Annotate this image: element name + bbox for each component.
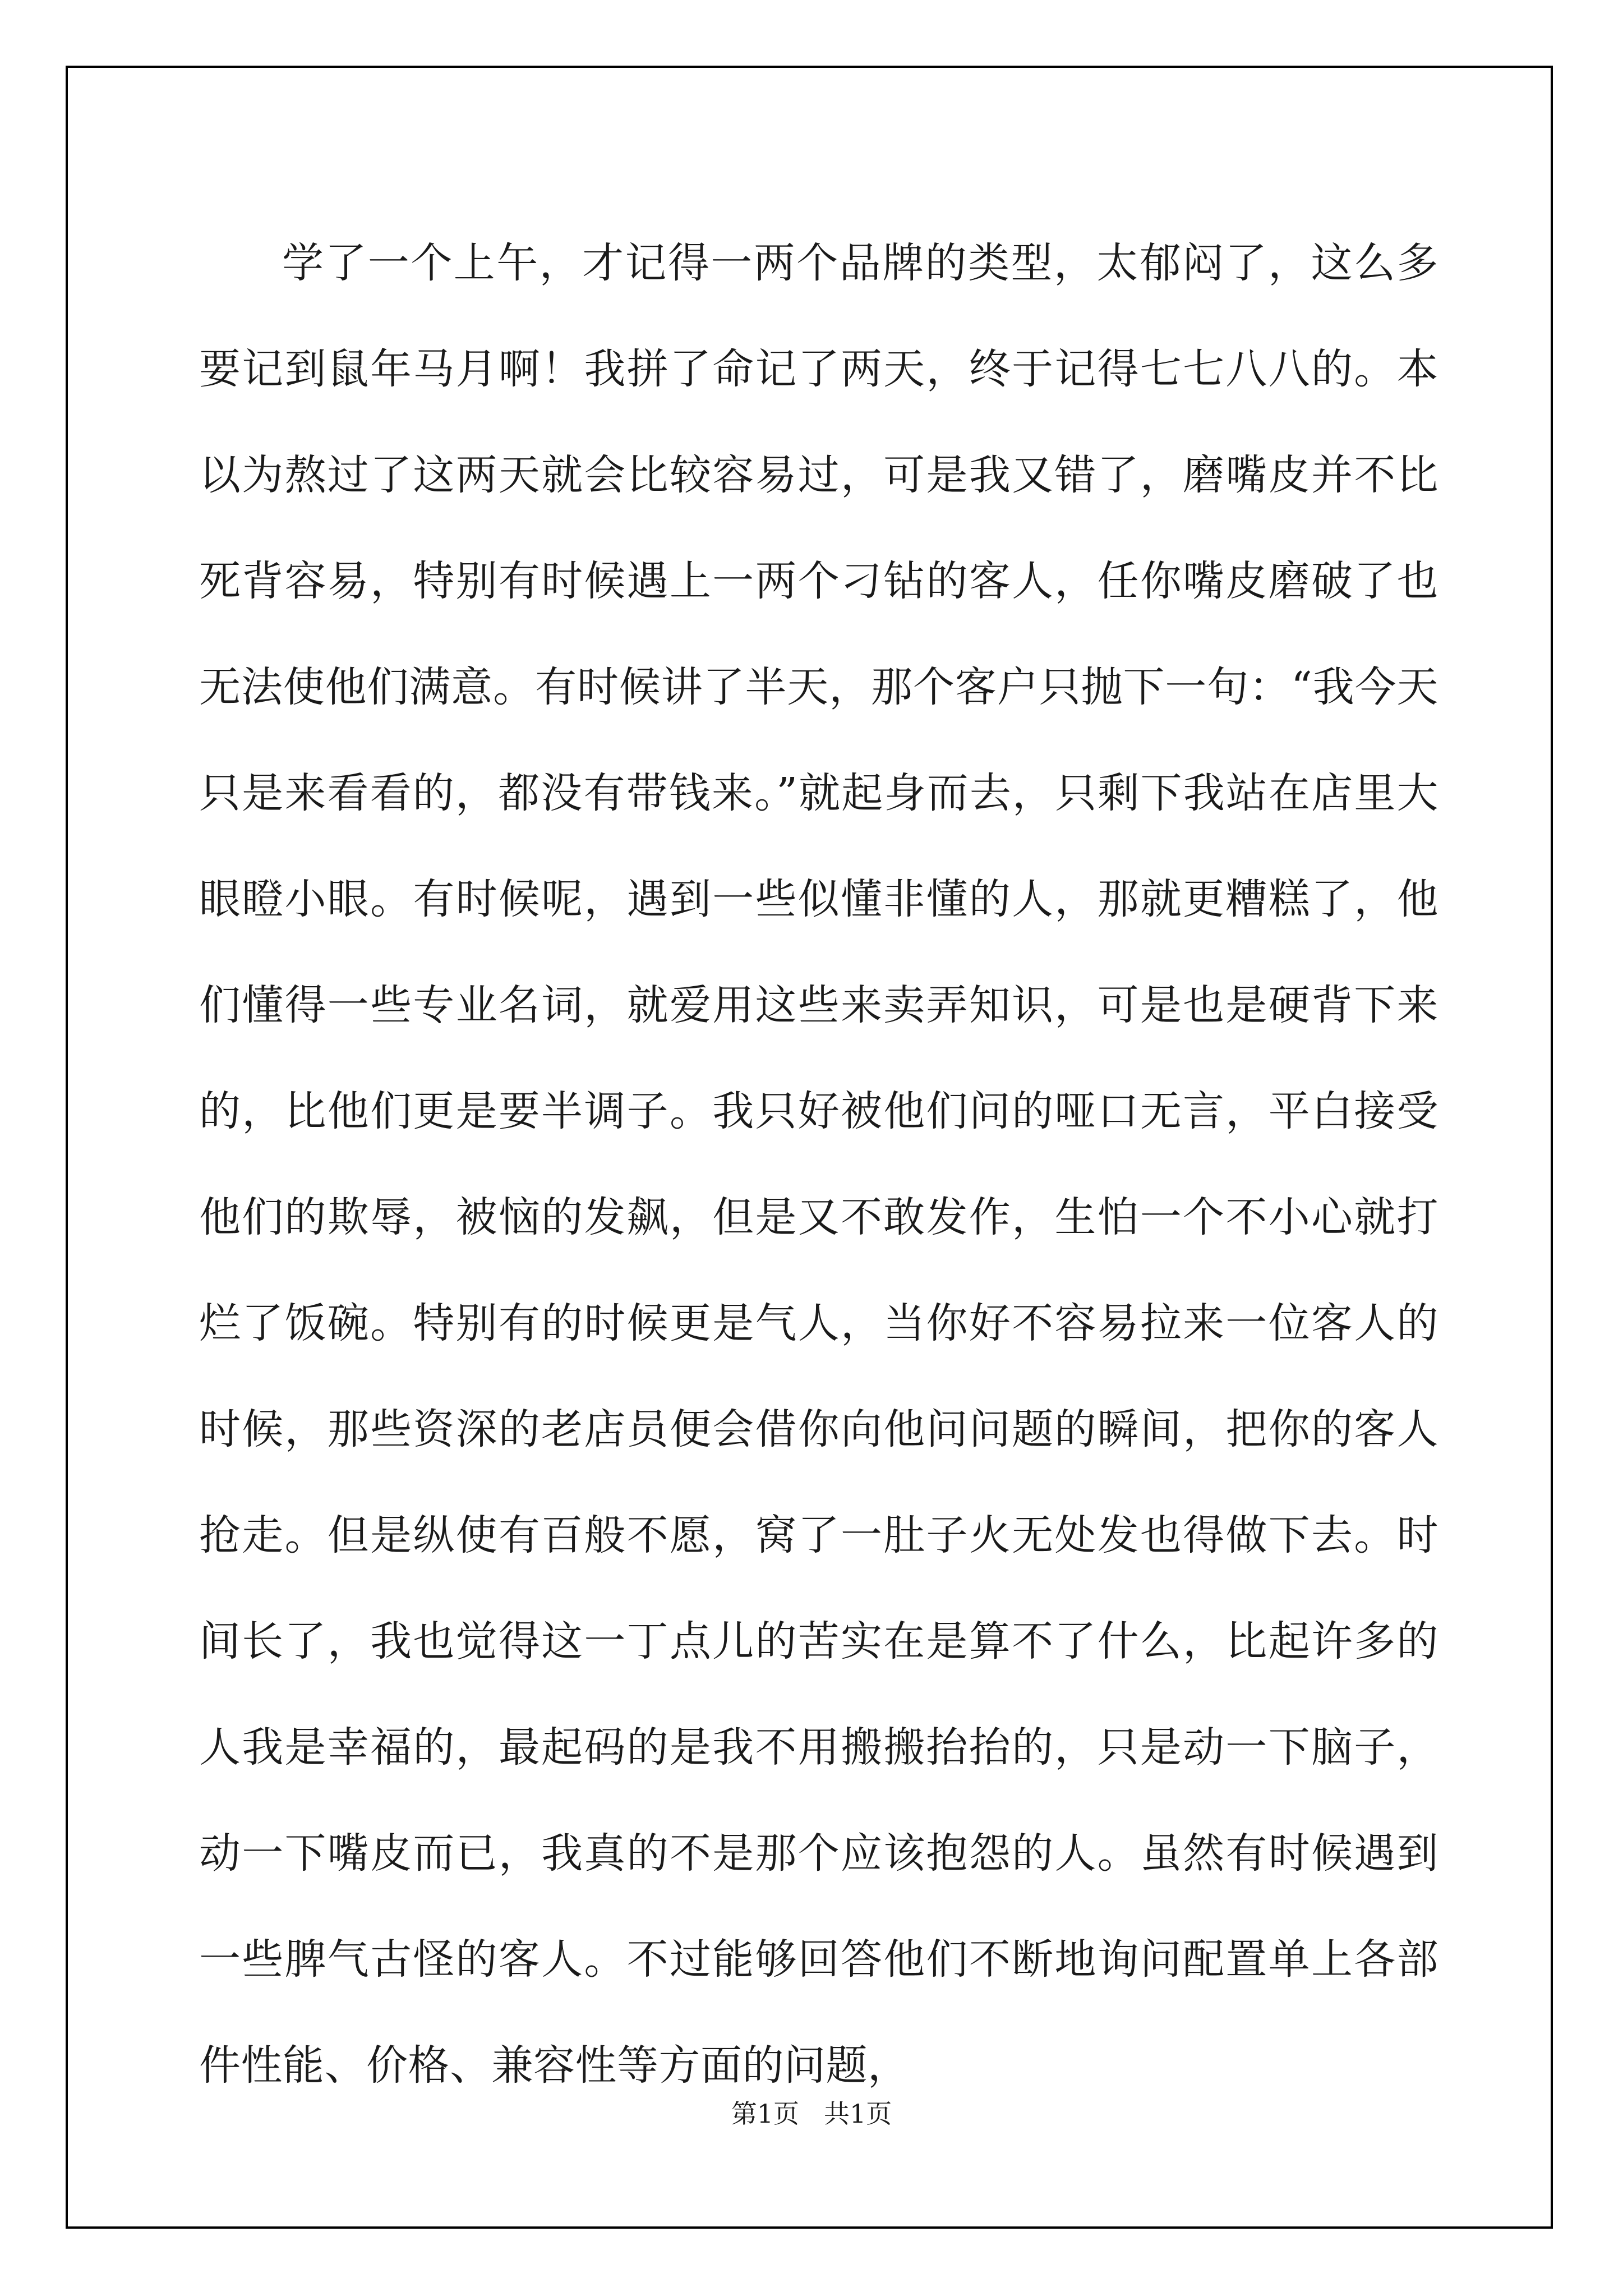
body-paragraph: 学了一个上午，才记得一两个品牌的类型，太郁闷了，这么多要记到鼠年马月啊！我拼了命记了两天，终于记得七七八八的。本以为熬过了这两天就会比较容易过，可是我又错了，磨嘴皮并不比死背容易，特别有时候遇上一两个刁钻的客人，任你嘴皮磨破了也无法使他们满意。有时候讲了半天，那个客户只抛下一句：“我今天只是来看看的，都没有带钱来。”就起身而去，只剩下我站在店里大眼瞪小眼。有时候呢，遇到一些似懂非懂的人，那就更糟糕了，他们懂得一些专业名词，就爱用这些来卖弄知识，可是也是硬背下来的，比他们更是要半调子。我只好被他们问的哑口无言，平白接受他们的欺辱，被恼的发飙，但是又不敢发作，生怕一个不小心就打烂了饭碗。特别有的时候更是气人，当你好不容易拉来一位客人的时候，那些资深的老店员便会借你向他问问题的瞬间，把你的客人抢走。但是纵使有百般不愿，窝了一肚子火无处发也得做下去。时间长了，我也觉得这一丁点儿的苦实在是算不了什么，比起许多的人我是幸福的，最起码的是我不用搬搬抬抬的，只是动一下脑子，动一下嘴皮而已，我真的不是那个应该抱怨的人。虽然有时候遇到一些脾气古怪的客人。不过能够回答他们不断地询问配置单上各部件性能、价格、兼容性等方面的问题， [199, 239, 1438, 2090]
page-total: 共1页 [824, 2099, 892, 2129]
page-number: 第1页 [731, 2099, 799, 2129]
page-footer [0, 2093, 1623, 2131]
